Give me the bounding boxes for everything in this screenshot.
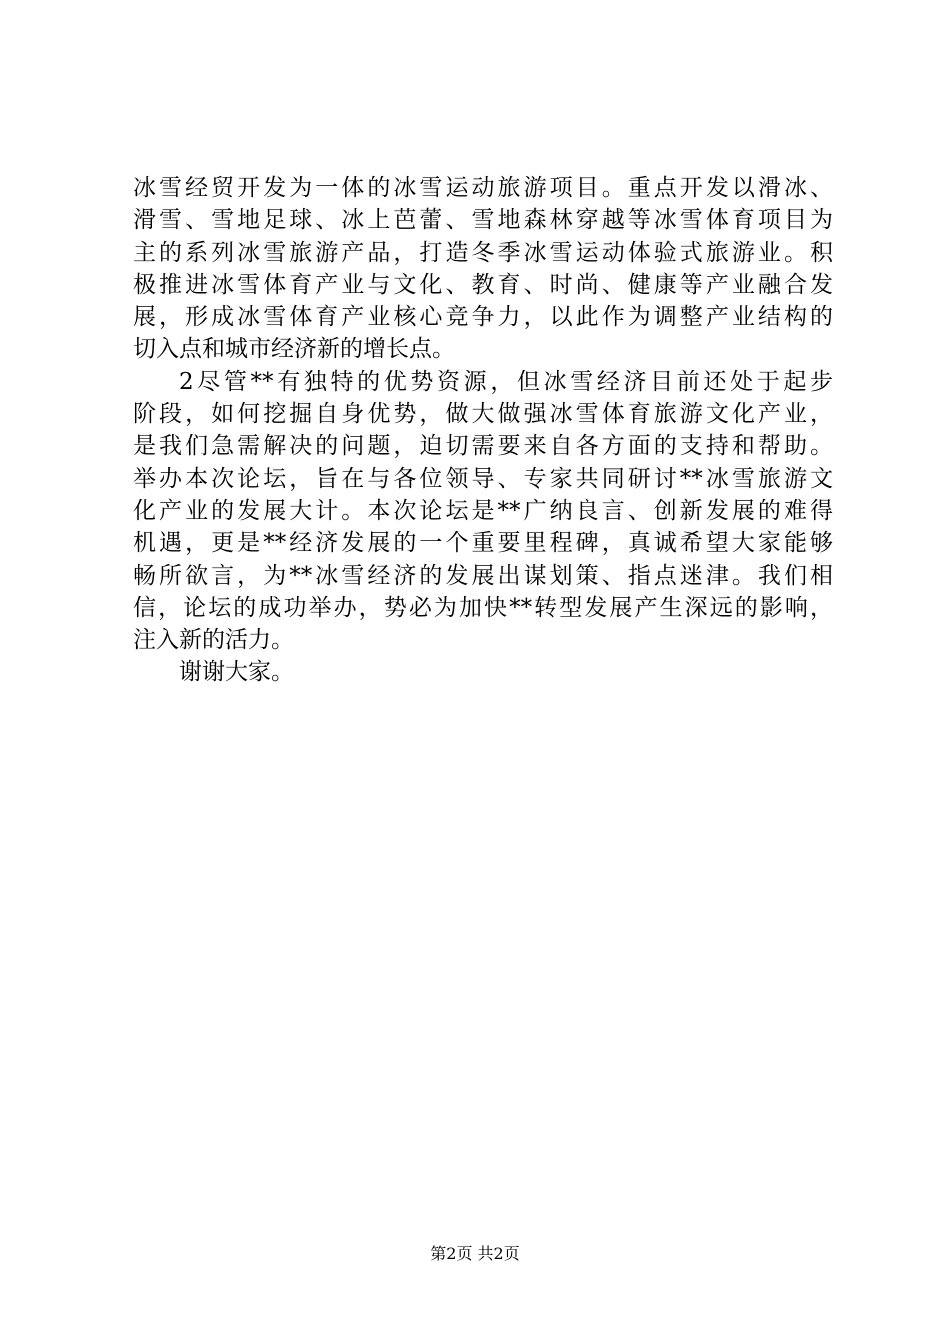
text-line: 切入点和城市经济新的增长点。 (133, 336, 455, 363)
page-footer: 第2页 共2页 (430, 1244, 520, 1263)
text-line: 滑雪、雪地足球、冰上芭蕾、雪地森林穿越等冰雪体育项目为 (133, 207, 833, 234)
text-line: 主的系列冰雪旅游产品，打造冬季冰雪运动体验式旅游业。积 (133, 239, 833, 266)
text-line: 注入新的活力。 (133, 627, 294, 654)
closing-line: 谢谢大家。 (179, 659, 294, 686)
text-line: 冰雪经贸开发为一体的冰雪运动旅游项目。重点开发以滑冰、 (133, 175, 833, 201)
text-line: 是我们急需解决的问题，迫切需要来自各方面的支持和帮助。 (133, 433, 833, 460)
text-line: 机遇，更是**经济发展的一个重要里程碑，真诚希望大家能够 (133, 530, 833, 557)
document-body (133, 172, 833, 689)
text-line: 极推进冰雪体育产业与文化、教育、时尚、健康等产业融合发 (133, 271, 833, 298)
text-line: 畅所欲言，为**冰雪经济的发展出谋划策、指点迷津。我们相 (133, 562, 833, 589)
text-line: 信，论坛的成功举办，势必为加快**转型发展产生深远的影响， (133, 594, 833, 621)
text-line: 展，形成冰雪体育产业核心竞争力，以此作为调整产业结构的 (133, 304, 833, 331)
text-line: 举办本次论坛，旨在与各位领导、专家共同研讨**冰雪旅游文 (133, 465, 833, 492)
text-line: 2尽管**有独特的优势资源，但冰雪经济目前还处于起步 (179, 368, 833, 395)
text-line: 阶段，如何挖掘自身优势，做大做强冰雪体育旅游文化产业， (133, 401, 833, 428)
text-line: 化产业的发展大计。本次论坛是**广纳良言、创新发展的难得 (133, 497, 833, 524)
